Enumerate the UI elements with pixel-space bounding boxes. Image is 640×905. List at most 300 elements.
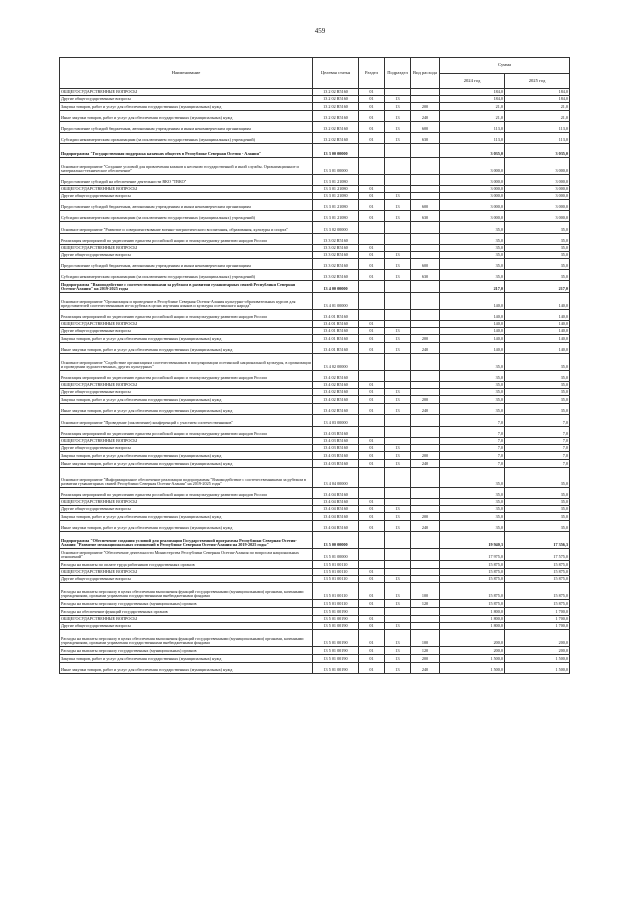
- row-sum-2024: 35,0: [440, 506, 505, 513]
- row-exp-type: [411, 234, 440, 245]
- row-sum-2024: 1 800,0: [440, 616, 505, 623]
- table-row: [60, 438, 570, 445]
- row-target: 13 2 02 R5160: [313, 133, 359, 144]
- row-sum-2024: 3 000,0: [440, 193, 505, 200]
- row-target: 13 4 01 R5160: [313, 343, 359, 354]
- row-section: 01: [359, 186, 385, 193]
- row-exp-type: [411, 354, 440, 371]
- row-sum-2024: 35,0: [440, 222, 505, 234]
- row-section: 01: [359, 96, 385, 103]
- table-row: [60, 89, 570, 96]
- row-exp-type: 240: [411, 460, 440, 468]
- row-sum-2024: 113,0: [440, 133, 505, 144]
- row-name: Предоставление субсидий бюджетным, автономным учреждениям и иным некоммерческим организациям: [60, 122, 313, 133]
- row-sum-2025: 21,0: [505, 111, 570, 122]
- row-section: [359, 234, 385, 245]
- row-section: 01: [359, 583, 385, 600]
- row-exp-type: 120: [411, 600, 440, 608]
- row-section: 01: [359, 252, 385, 259]
- row-sum-2024: 1 800,0: [440, 623, 505, 630]
- row-subsection: [385, 321, 411, 328]
- row-exp-type: [411, 222, 440, 234]
- row-subsection: [385, 415, 411, 427]
- row-name: Другие общегосударственные вопросы: [60, 576, 313, 583]
- row-sum-2025: 113,0: [505, 122, 570, 133]
- row-subsection: [385, 234, 411, 245]
- row-sum-2025: 35,0: [505, 234, 570, 245]
- row-exp-type: 200: [411, 452, 440, 460]
- row-target: 13 5 01 00190: [313, 630, 359, 647]
- row-sum-2025: 3 000,0: [505, 186, 570, 193]
- row-sum-2024: 7,0: [440, 460, 505, 468]
- row-name: ОБЩЕГОСУДАРСТВЕННЫЕ ВОПРОСЫ: [60, 89, 313, 96]
- row-target: 13 3 01 21080: [313, 200, 359, 211]
- row-subsection: [385, 499, 411, 506]
- row-sum-2024: 7,0: [440, 438, 505, 445]
- table-row: [60, 335, 570, 343]
- row-sum-2025: 200,0: [505, 630, 570, 647]
- row-section: [359, 468, 385, 488]
- row-sum-2024: 3 000,0: [440, 158, 505, 175]
- row-target: 13 4 04 R5160: [313, 521, 359, 532]
- row-section: 01: [359, 600, 385, 608]
- row-sum-2025: 140,0: [505, 328, 570, 335]
- row-exp-type: [411, 445, 440, 452]
- row-sum-2025: 7,0: [505, 415, 570, 427]
- row-section: 01: [359, 389, 385, 396]
- row-exp-type: [411, 468, 440, 488]
- row-exp-type: 200: [411, 103, 440, 111]
- row-section: 01: [359, 438, 385, 445]
- table-row: [60, 415, 570, 427]
- row-subsection: 13: [385, 193, 411, 200]
- row-name: Другие общегосударственные вопросы: [60, 389, 313, 396]
- row-section: 01: [359, 616, 385, 623]
- table-body: [60, 89, 570, 674]
- table-row: [60, 281, 570, 293]
- budget-table: [59, 57, 570, 674]
- row-target: 13 2 02 R5160: [313, 89, 359, 96]
- row-name: Другие общегосударственные вопросы: [60, 96, 313, 103]
- row-sum-2025: 35,0: [505, 488, 570, 499]
- row-target: 13 5 01 00190: [313, 608, 359, 616]
- row-sum-2024: 21,0: [440, 103, 505, 111]
- row-exp-type: 240: [411, 663, 440, 674]
- table-row: [60, 96, 570, 103]
- row-subsection: [385, 427, 411, 438]
- row-sum-2025: 217,0: [505, 281, 570, 293]
- row-name: ОБЩЕГОСУДАРСТВЕННЫЕ ВОПРОСЫ: [60, 438, 313, 445]
- col-header-2024: 2024 год: [440, 74, 505, 89]
- row-target: 13 4 02 R5160: [313, 389, 359, 396]
- table-row: [60, 583, 570, 600]
- row-exp-type: [411, 175, 440, 186]
- row-exp-type: [411, 144, 440, 158]
- row-sum-2024: 184,0: [440, 89, 505, 96]
- row-sum-2025: 35,0: [505, 499, 570, 506]
- row-sum-2025: 140,0: [505, 321, 570, 328]
- row-exp-type: [411, 310, 440, 321]
- col-header-name: Наименование: [60, 58, 313, 89]
- row-name: Основное мероприятие "Содействие организациям соотечественников в популяризации осетинской национальной культуры, в организации и проведении художественных, других культурных": [60, 354, 313, 371]
- row-section: 01: [359, 259, 385, 270]
- table-row: [60, 310, 570, 321]
- row-section: 01: [359, 404, 385, 415]
- row-subsection: 13: [385, 259, 411, 270]
- row-sum-2024: 140,0: [440, 343, 505, 354]
- row-sum-2025: 35,0: [505, 259, 570, 270]
- row-sum-2025: 184,0: [505, 96, 570, 103]
- row-sum-2025: 200,0: [505, 647, 570, 655]
- row-subsection: 13: [385, 663, 411, 674]
- row-sum-2024: 21,0: [440, 111, 505, 122]
- row-name: Иные закупки товаров, работ и услуг для обеспечения государственных (муниципальных) нужд: [60, 111, 313, 122]
- row-sum-2024: 35,0: [440, 252, 505, 259]
- row-name: Подпрограмма "Государственная поддержка казачьих обществ в Республике Северная Осетия - Алания": [60, 144, 313, 158]
- col-header-subsection: Подраздел: [385, 58, 411, 89]
- table-row: [60, 211, 570, 222]
- row-sum-2024: 140,0: [440, 293, 505, 310]
- row-sum-2025: 140,0: [505, 335, 570, 343]
- col-header-2025: 2025 год: [505, 74, 570, 89]
- row-exp-type: [411, 608, 440, 616]
- row-exp-type: 100: [411, 583, 440, 600]
- table-row: [60, 252, 570, 259]
- row-subsection: 13: [385, 328, 411, 335]
- row-name: ОБЩЕГОСУДАРСТВЕННЫЕ ВОПРОСЫ: [60, 186, 313, 193]
- row-sum-2025: 7,0: [505, 460, 570, 468]
- row-sum-2024: 1 800,0: [440, 608, 505, 616]
- row-exp-type: [411, 193, 440, 200]
- row-subsection: [385, 549, 411, 561]
- table-row: [60, 222, 570, 234]
- row-name: Расходы на выплаты персоналу государственных (муниципальных) органов: [60, 600, 313, 608]
- row-target: 13 5 01 00190: [313, 647, 359, 655]
- table-row: [60, 600, 570, 608]
- row-subsection: 13: [385, 655, 411, 663]
- row-name: Реализация мероприятий по укреплению единства российской нации и этнокультурному развитию народов России: [60, 488, 313, 499]
- row-sum-2025: 35,0: [505, 252, 570, 259]
- table-row: [60, 354, 570, 371]
- row-target: 13 4 01 R5160: [313, 328, 359, 335]
- row-target: 13 5 01 00190: [313, 616, 359, 623]
- row-exp-type: [411, 623, 440, 630]
- row-name: Реализация мероприятий по укреплению единства российской нации и этнокультурному развитию народов России: [60, 234, 313, 245]
- row-section: [359, 561, 385, 569]
- row-name: Другие общегосударственные вопросы: [60, 623, 313, 630]
- table-row: [60, 234, 570, 245]
- row-section: 01: [359, 576, 385, 583]
- row-sum-2024: 35,0: [440, 354, 505, 371]
- row-exp-type: 200: [411, 513, 440, 521]
- table-row: [60, 144, 570, 158]
- row-target: 13 4 00 00000: [313, 281, 359, 293]
- row-section: [359, 175, 385, 186]
- table-row: [60, 616, 570, 623]
- row-sum-2024: 35,0: [440, 382, 505, 389]
- table-row: [60, 293, 570, 310]
- row-exp-type: 630: [411, 133, 440, 144]
- row-target: 13 4 03 R5160: [313, 427, 359, 438]
- row-subsection: 13: [385, 623, 411, 630]
- row-sum-2024: 140,0: [440, 335, 505, 343]
- row-sum-2025: 15 875,0: [505, 576, 570, 583]
- row-name: Другие общегосударственные вопросы: [60, 193, 313, 200]
- row-target: 13 3 02 00000: [313, 222, 359, 234]
- row-exp-type: [411, 561, 440, 569]
- row-section: [359, 415, 385, 427]
- row-sum-2025: 15 875,0: [505, 561, 570, 569]
- row-sum-2024: 15 875,0: [440, 600, 505, 608]
- row-subsection: 13: [385, 389, 411, 396]
- row-target: 13 4 01 R5160: [313, 310, 359, 321]
- table-row: [60, 175, 570, 186]
- row-sum-2025: 35,0: [505, 513, 570, 521]
- row-target: 13 2 02 R5160: [313, 122, 359, 133]
- row-target: 13 2 02 R5160: [313, 111, 359, 122]
- row-exp-type: [411, 371, 440, 382]
- row-exp-type: [411, 415, 440, 427]
- row-name: Другие общегосударственные вопросы: [60, 445, 313, 452]
- row-sum-2025: 184,0: [505, 89, 570, 96]
- row-sum-2025: 35,0: [505, 396, 570, 404]
- row-section: 01: [359, 647, 385, 655]
- row-exp-type: [411, 549, 440, 561]
- row-section: 01: [359, 521, 385, 532]
- row-sum-2024: 7,0: [440, 427, 505, 438]
- row-subsection: [385, 569, 411, 576]
- row-subsection: [385, 438, 411, 445]
- row-sum-2024: 35,0: [440, 234, 505, 245]
- table-row: [60, 488, 570, 499]
- row-sum-2024: 35,0: [440, 270, 505, 281]
- row-sum-2024: 1 500,0: [440, 655, 505, 663]
- row-subsection: 13: [385, 111, 411, 122]
- row-section: [359, 222, 385, 234]
- row-target: 13 4 02 00000: [313, 354, 359, 371]
- row-target: 13 4 04 R5160: [313, 488, 359, 499]
- row-exp-type: 600: [411, 259, 440, 270]
- row-subsection: [385, 222, 411, 234]
- row-sum-2025: 15 875,0: [505, 569, 570, 576]
- row-subsection: 13: [385, 452, 411, 460]
- row-exp-type: 240: [411, 111, 440, 122]
- row-sum-2025: 35,0: [505, 354, 570, 371]
- table-row: [60, 321, 570, 328]
- row-section: [359, 608, 385, 616]
- row-sum-2025: 35,0: [505, 270, 570, 281]
- row-sum-2025: 7,0: [505, 452, 570, 460]
- table-row: [60, 647, 570, 655]
- row-sum-2025: 3 035,0: [505, 144, 570, 158]
- row-sum-2024: 7,0: [440, 445, 505, 452]
- row-subsection: 13: [385, 211, 411, 222]
- row-exp-type: [411, 499, 440, 506]
- row-target: 13 2 02 R5160: [313, 96, 359, 103]
- row-sum-2024: 35,0: [440, 371, 505, 382]
- row-target: 13 5 00 00000: [313, 532, 359, 549]
- row-target: 13 4 01 R5160: [313, 335, 359, 343]
- row-section: 01: [359, 499, 385, 506]
- row-subsection: 13: [385, 506, 411, 513]
- row-section: [359, 158, 385, 175]
- row-sum-2025: 35,0: [505, 222, 570, 234]
- table-row: [60, 382, 570, 389]
- row-subsection: [385, 616, 411, 623]
- table-row: [60, 328, 570, 335]
- row-sum-2025: 1 500,0: [505, 655, 570, 663]
- row-section: 01: [359, 663, 385, 674]
- row-section: 01: [359, 245, 385, 252]
- row-sum-2024: 35,0: [440, 259, 505, 270]
- row-sum-2025: 7,0: [505, 438, 570, 445]
- row-subsection: [385, 89, 411, 96]
- row-target: 13 5 01 00000: [313, 549, 359, 561]
- table-row: [60, 663, 570, 674]
- row-name: ОБЩЕГОСУДАРСТВЕННЫЕ ВОПРОСЫ: [60, 616, 313, 623]
- row-name: Расходы на выплаты персоналу государственных (муниципальных) органов: [60, 647, 313, 655]
- row-name: Предоставление субсидий бюджетным, автономным учреждениям и иным некоммерческим организациям: [60, 200, 313, 211]
- row-exp-type: [411, 293, 440, 310]
- row-section: 01: [359, 382, 385, 389]
- row-exp-type: 100: [411, 630, 440, 647]
- row-sum-2025: 1 700,0: [505, 608, 570, 616]
- row-name: Расходы на обеспечение функций государственных органов: [60, 608, 313, 616]
- row-sum-2025: 35,0: [505, 389, 570, 396]
- row-name: Реализация мероприятий по укреплению единства российской нации и этнокультурному развитию народов России: [60, 371, 313, 382]
- row-name: Закупка товаров, работ и услуг для обеспечения государственных (муниципальных) нужд: [60, 655, 313, 663]
- page-number: 459: [314, 27, 326, 35]
- row-name: Подпрограмма "Взаимодействие с соотечественниками за рубежом в развитии гуманитарных связей Республики Северная Осетия-Алания" на 2019-2025 годы: [60, 281, 313, 293]
- table-row: [60, 608, 570, 616]
- row-name: Предоставление субсидий на обеспечение деятельности ВКО "ТВКО": [60, 175, 313, 186]
- row-target: 13 5 01 00110: [313, 583, 359, 600]
- row-name: Закупка товаров, работ и услуг для обеспечения государственных (муниципальных) нужд: [60, 103, 313, 111]
- row-sum-2025: 3 000,0: [505, 193, 570, 200]
- row-sum-2024: 35,0: [440, 396, 505, 404]
- row-target: 13 3 00 00000: [313, 144, 359, 158]
- row-exp-type: [411, 281, 440, 293]
- row-section: 01: [359, 452, 385, 460]
- row-subsection: 13: [385, 583, 411, 600]
- table-row: [60, 396, 570, 404]
- row-sum-2024: 35,0: [440, 404, 505, 415]
- row-sum-2025: 7,0: [505, 427, 570, 438]
- row-target: 13 3 02 R5160: [313, 270, 359, 281]
- row-subsection: [385, 281, 411, 293]
- row-exp-type: [411, 488, 440, 499]
- row-section: 01: [359, 343, 385, 354]
- row-target: 13 5 01 00110: [313, 600, 359, 608]
- table-row: [60, 103, 570, 111]
- row-name: ОБЩЕГОСУДАРСТВЕННЫЕ ВОПРОСЫ: [60, 245, 313, 252]
- row-section: 01: [359, 460, 385, 468]
- row-subsection: 13: [385, 404, 411, 415]
- row-name: Субсидии некоммерческим организациям (за исключением государственных (муниципальных) учреждений): [60, 133, 313, 144]
- row-sum-2024: 3 000,0: [440, 186, 505, 193]
- row-exp-type: 200: [411, 655, 440, 663]
- row-exp-type: [411, 389, 440, 396]
- row-sum-2025: 3 000,0: [505, 158, 570, 175]
- row-exp-type: 600: [411, 122, 440, 133]
- row-subsection: [385, 186, 411, 193]
- table-row: [60, 404, 570, 415]
- row-name: Другие общегосударственные вопросы: [60, 506, 313, 513]
- row-sum-2025: 35,0: [505, 506, 570, 513]
- row-target: 13 5 01 00110: [313, 576, 359, 583]
- row-exp-type: [411, 569, 440, 576]
- row-section: 01: [359, 328, 385, 335]
- table-row: [60, 623, 570, 630]
- row-target: 13 3 02 R5160: [313, 252, 359, 259]
- row-section: 01: [359, 103, 385, 111]
- table-row: [60, 630, 570, 647]
- row-sum-2024: 15 875,0: [440, 576, 505, 583]
- row-section: [359, 354, 385, 371]
- row-target: 13 4 03 00000: [313, 415, 359, 427]
- row-sum-2025: 1 700,0: [505, 623, 570, 630]
- row-target: 13 4 02 R5160: [313, 371, 359, 382]
- table-row: [60, 133, 570, 144]
- row-name: Расходы на выплаты персоналу в целях обеспечения выполнения функций государственными (муниципальными) органами, казенными учреждениями, органами управления государственными внебюджетными фондами: [60, 630, 313, 647]
- row-section: [359, 488, 385, 499]
- row-section: 01: [359, 200, 385, 211]
- row-name: Реализация мероприятий по укреплению единства российской нации и этнокультурному развитию народов России: [60, 427, 313, 438]
- row-sum-2025: 1 700,0: [505, 616, 570, 623]
- table-row: [60, 452, 570, 460]
- row-sum-2025: 35,0: [505, 521, 570, 532]
- row-exp-type: [411, 158, 440, 175]
- row-sum-2024: 35,0: [440, 488, 505, 499]
- row-target: 13 4 02 R5160: [313, 404, 359, 415]
- row-subsection: [385, 310, 411, 321]
- row-subsection: 13: [385, 445, 411, 452]
- row-target: 13 4 02 R5160: [313, 382, 359, 389]
- table-row: [60, 111, 570, 122]
- row-section: 01: [359, 655, 385, 663]
- row-subsection: [385, 468, 411, 488]
- row-section: 01: [359, 89, 385, 96]
- row-subsection: 13: [385, 200, 411, 211]
- row-sum-2024: 15 875,0: [440, 569, 505, 576]
- row-target: 13 5 01 00190: [313, 655, 359, 663]
- row-section: 01: [359, 335, 385, 343]
- row-target: 13 3 01 21080: [313, 175, 359, 186]
- row-sum-2025: 35,0: [505, 404, 570, 415]
- row-sum-2024: 35,0: [440, 513, 505, 521]
- table-row: [60, 259, 570, 270]
- row-name: Основное мероприятие "Организация и проведение в Республике Северная Осетия-Алания культурно-образовательных курсов для представителей соотечественников из-за рубежа в целях изучения языков и культуры осетинского народа": [60, 293, 313, 310]
- row-name: Основное мероприятие "Создание условий для привлечения казаков к несению государственной и иной службы. Организационное и материально-техническое обеспечение": [60, 158, 313, 175]
- row-name: ОБЩЕГОСУДАРСТВЕННЫЕ ВОПРОСЫ: [60, 382, 313, 389]
- table-row: [60, 460, 570, 468]
- row-target: 13 4 03 R5160: [313, 452, 359, 460]
- row-subsection: 13: [385, 396, 411, 404]
- row-sum-2025: 35,0: [505, 468, 570, 488]
- row-sum-2024: 19 940,3: [440, 532, 505, 549]
- row-exp-type: [411, 328, 440, 335]
- row-subsection: [385, 488, 411, 499]
- row-sum-2025: 113,0: [505, 133, 570, 144]
- row-sum-2024: 140,0: [440, 310, 505, 321]
- row-target: 13 3 01 21080: [313, 186, 359, 193]
- row-exp-type: [411, 438, 440, 445]
- row-target: 13 4 04 00000: [313, 468, 359, 488]
- table-row: [60, 513, 570, 521]
- row-name: Другие общегосударственные вопросы: [60, 252, 313, 259]
- row-sum-2025: 35,0: [505, 382, 570, 389]
- row-sum-2024: 35,0: [440, 245, 505, 252]
